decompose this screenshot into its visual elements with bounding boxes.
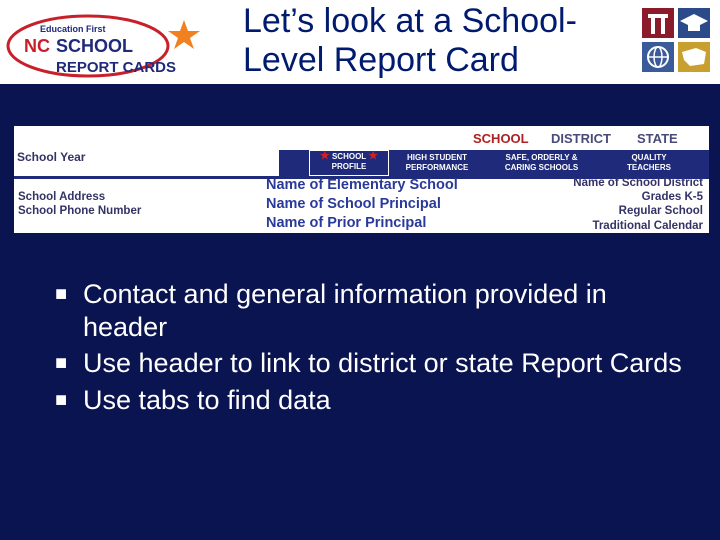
school-type: Regular School <box>618 205 703 218</box>
nc-school-report-cards-logo <box>6 12 221 82</box>
grades: Grades K-5 <box>641 191 703 204</box>
school-contact-labels <box>18 190 141 218</box>
tab-safe-orderly-caring[interactable]: SAFE, ORDERLY & CARING SCHOOLS <box>504 153 579 172</box>
bullet-icon: ■ <box>55 283 68 305</box>
prior-principal-name: Name of Prior Principal <box>266 215 427 231</box>
bullet-item: ■ Contact and general information provided in header <box>55 279 607 342</box>
level-link-school[interactable]: SCHOOL <box>473 131 529 146</box>
star-icon: ★ <box>368 150 379 162</box>
slide-title <box>243 2 623 80</box>
report-card-header-image <box>14 126 709 233</box>
tab-quality-teachers[interactable]: QUALITY TEACHERS <box>626 153 671 172</box>
logo-report-cards: REPORT CARDS <box>56 59 177 76</box>
slide-title-line1: Let’s look at a School- <box>243 2 577 40</box>
school-phone-label: School Phone Number <box>18 205 142 217</box>
logo-tagline: Education First <box>40 24 106 34</box>
slide-header <box>0 0 720 84</box>
report-card-tabs <box>309 150 709 176</box>
education-partners-logo <box>640 6 712 74</box>
bullet-list <box>55 278 685 420</box>
logo-school: SCHOOL <box>56 36 134 56</box>
principal-name: Name of School Principal <box>266 196 441 212</box>
school-name: Name of Elementary School <box>266 177 458 193</box>
school-details <box>573 176 703 233</box>
school-address-label: School Address <box>18 191 106 203</box>
calendar-type: Traditional Calendar <box>592 219 703 232</box>
bullet-icon: ■ <box>55 352 68 374</box>
tab-high-student-performance[interactable]: HIGH STUDENT PERFORMANCE <box>405 153 469 172</box>
level-link-state[interactable]: STATE <box>637 131 678 146</box>
bullet-item: ■ Use tabs to find data <box>55 384 331 415</box>
bullet-item: ■ Use header to link to district or state Report Cards <box>55 348 682 378</box>
column-icon-bg <box>642 8 674 38</box>
level-links <box>469 131 709 147</box>
tab-school-profile[interactable]: ★ SCHOOL ★ PROFILE <box>309 150 389 176</box>
slide-title-line2: Level Report Card <box>243 41 519 79</box>
level-link-district[interactable]: DISTRICT <box>551 131 611 146</box>
district-name: Name of School District <box>573 177 703 189</box>
school-year-label: School Year <box>17 150 86 164</box>
bullet-icon: ■ <box>55 388 68 411</box>
star-icon: ★ <box>319 150 330 162</box>
logo-nc: NC <box>24 36 50 56</box>
school-names <box>266 176 458 233</box>
